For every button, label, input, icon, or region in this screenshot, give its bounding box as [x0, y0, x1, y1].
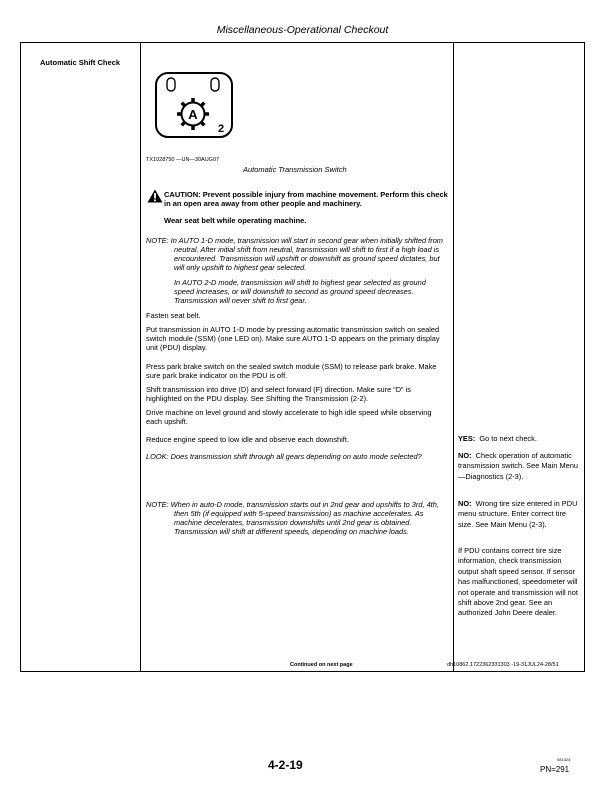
- caution-seatbelt: Wear seat belt while operating machine.: [164, 216, 307, 225]
- yes-label: YES:: [458, 434, 476, 443]
- side-yes: [458, 434, 578, 444]
- note-auto-1d-text: NOTE: In AUTO 1-D mode, transmission will start in second gear when initially shifted from neutral. After initial shift from neutral, transmission will shift to first if a high load is encountered. Transmission will upshift or downshift as ground speed dictates, but will only upshift to highest gear selected.: [146, 236, 443, 272]
- no2-text: Wrong tire size entered in PDU menu structure. Enter correct tire size. See Main Menu (2-3).: [458, 499, 578, 529]
- figure-id: TX1028750 —UN—30AUG07: [146, 157, 220, 163]
- no1-text: Check operation of automatic transmission switch. See Main Menu—Diagnostics (2-3).: [458, 451, 578, 481]
- note-auto-d-text: NOTE: When in auto-D mode, transmission starts out in 2nd gear and upshifts to 3rd, 4th, then 5th (if equipped with 5-speed transmission) as machine accelerates. As machine decelerates, transmission downshifts until 2nd gear is obtained. Transmission will shift at different speeds, depending on machine loads.: [146, 500, 439, 536]
- continued-label: Continued on next page: [290, 662, 353, 668]
- caution-text: CAUTION: Prevent possible injury from machine movement. Perform this check in an open area away from other people and machinery.: [164, 190, 448, 208]
- step-reduce-speed: Reduce engine speed to low idle and observe each downshift.: [146, 435, 349, 444]
- warning-triangle-icon: [147, 189, 163, 208]
- figure-caption: Automatic Transmission Switch: [243, 165, 347, 174]
- note-auto-d: [146, 500, 452, 536]
- side-no-1: [458, 451, 578, 482]
- column-divider-right: [453, 42, 454, 671]
- page-number: 4-2-19: [268, 758, 303, 772]
- note-auto-1d: [146, 236, 446, 272]
- document-id: dh10862,1722362331303 -19-31JUL24-28/51: [447, 662, 559, 668]
- step-accelerate: Drive machine on level ground and slowly accelerate to high idle speed while observing each upshift.: [146, 408, 432, 426]
- revision-code: 081424: [557, 757, 571, 762]
- side-if-text: If PDU contains correct tire size information, check transmission output shaft speed sensor. If sensor has malfunctioned, speedometer will not operate and transmission will not shift above 2nd gear. See an authorized John Deere dealer.: [458, 546, 578, 618]
- header-title: Miscellaneous-Operational Checkout: [216, 24, 389, 36]
- look-question: LOOK: Does transmission shift through all gears depending on auto mode selected?: [146, 452, 422, 461]
- section-label: Automatic Shift Check: [40, 58, 121, 67]
- transmission-switch-icon: [155, 72, 233, 143]
- step-shift-drive: Shift transmission into drive (D) and select forward (F) direction. Make sure “D” is highlighted on the PDU display. See Shifting the Transmission (2-2).: [146, 385, 411, 403]
- switch-letter: A: [188, 107, 198, 122]
- side-no-2: [458, 499, 578, 530]
- no2-label: NO:: [458, 499, 472, 508]
- step-auto-mode: Put transmission in AUTO 1-D mode by pressing automatic transmission switch on sealed switch module (SSM) (one LED on). Make sure AUTO 1-D appears on the primary display unit (PDU) display.: [146, 325, 440, 352]
- page-header: [20, 20, 585, 43]
- switch-number: 2: [218, 123, 225, 135]
- step-park-brake: Press park brake switch on the sealed switch module (SSM) to release park brake. Make sure park brake indicator on the PDU is off.: [146, 362, 437, 380]
- yes-text: Go to next check.: [479, 434, 537, 443]
- pn-number: PN=291: [540, 765, 570, 774]
- step-fasten: Fasten seat belt.: [146, 311, 201, 320]
- no1-label: NO:: [458, 451, 472, 460]
- column-divider-left: [140, 42, 141, 671]
- note-auto-2d: In AUTO 2-D mode, transmission will shift to highest gear selected as ground speed increases, or will downshift to second as ground speed decreases. Transmission will never shift to first gear.: [174, 278, 426, 305]
